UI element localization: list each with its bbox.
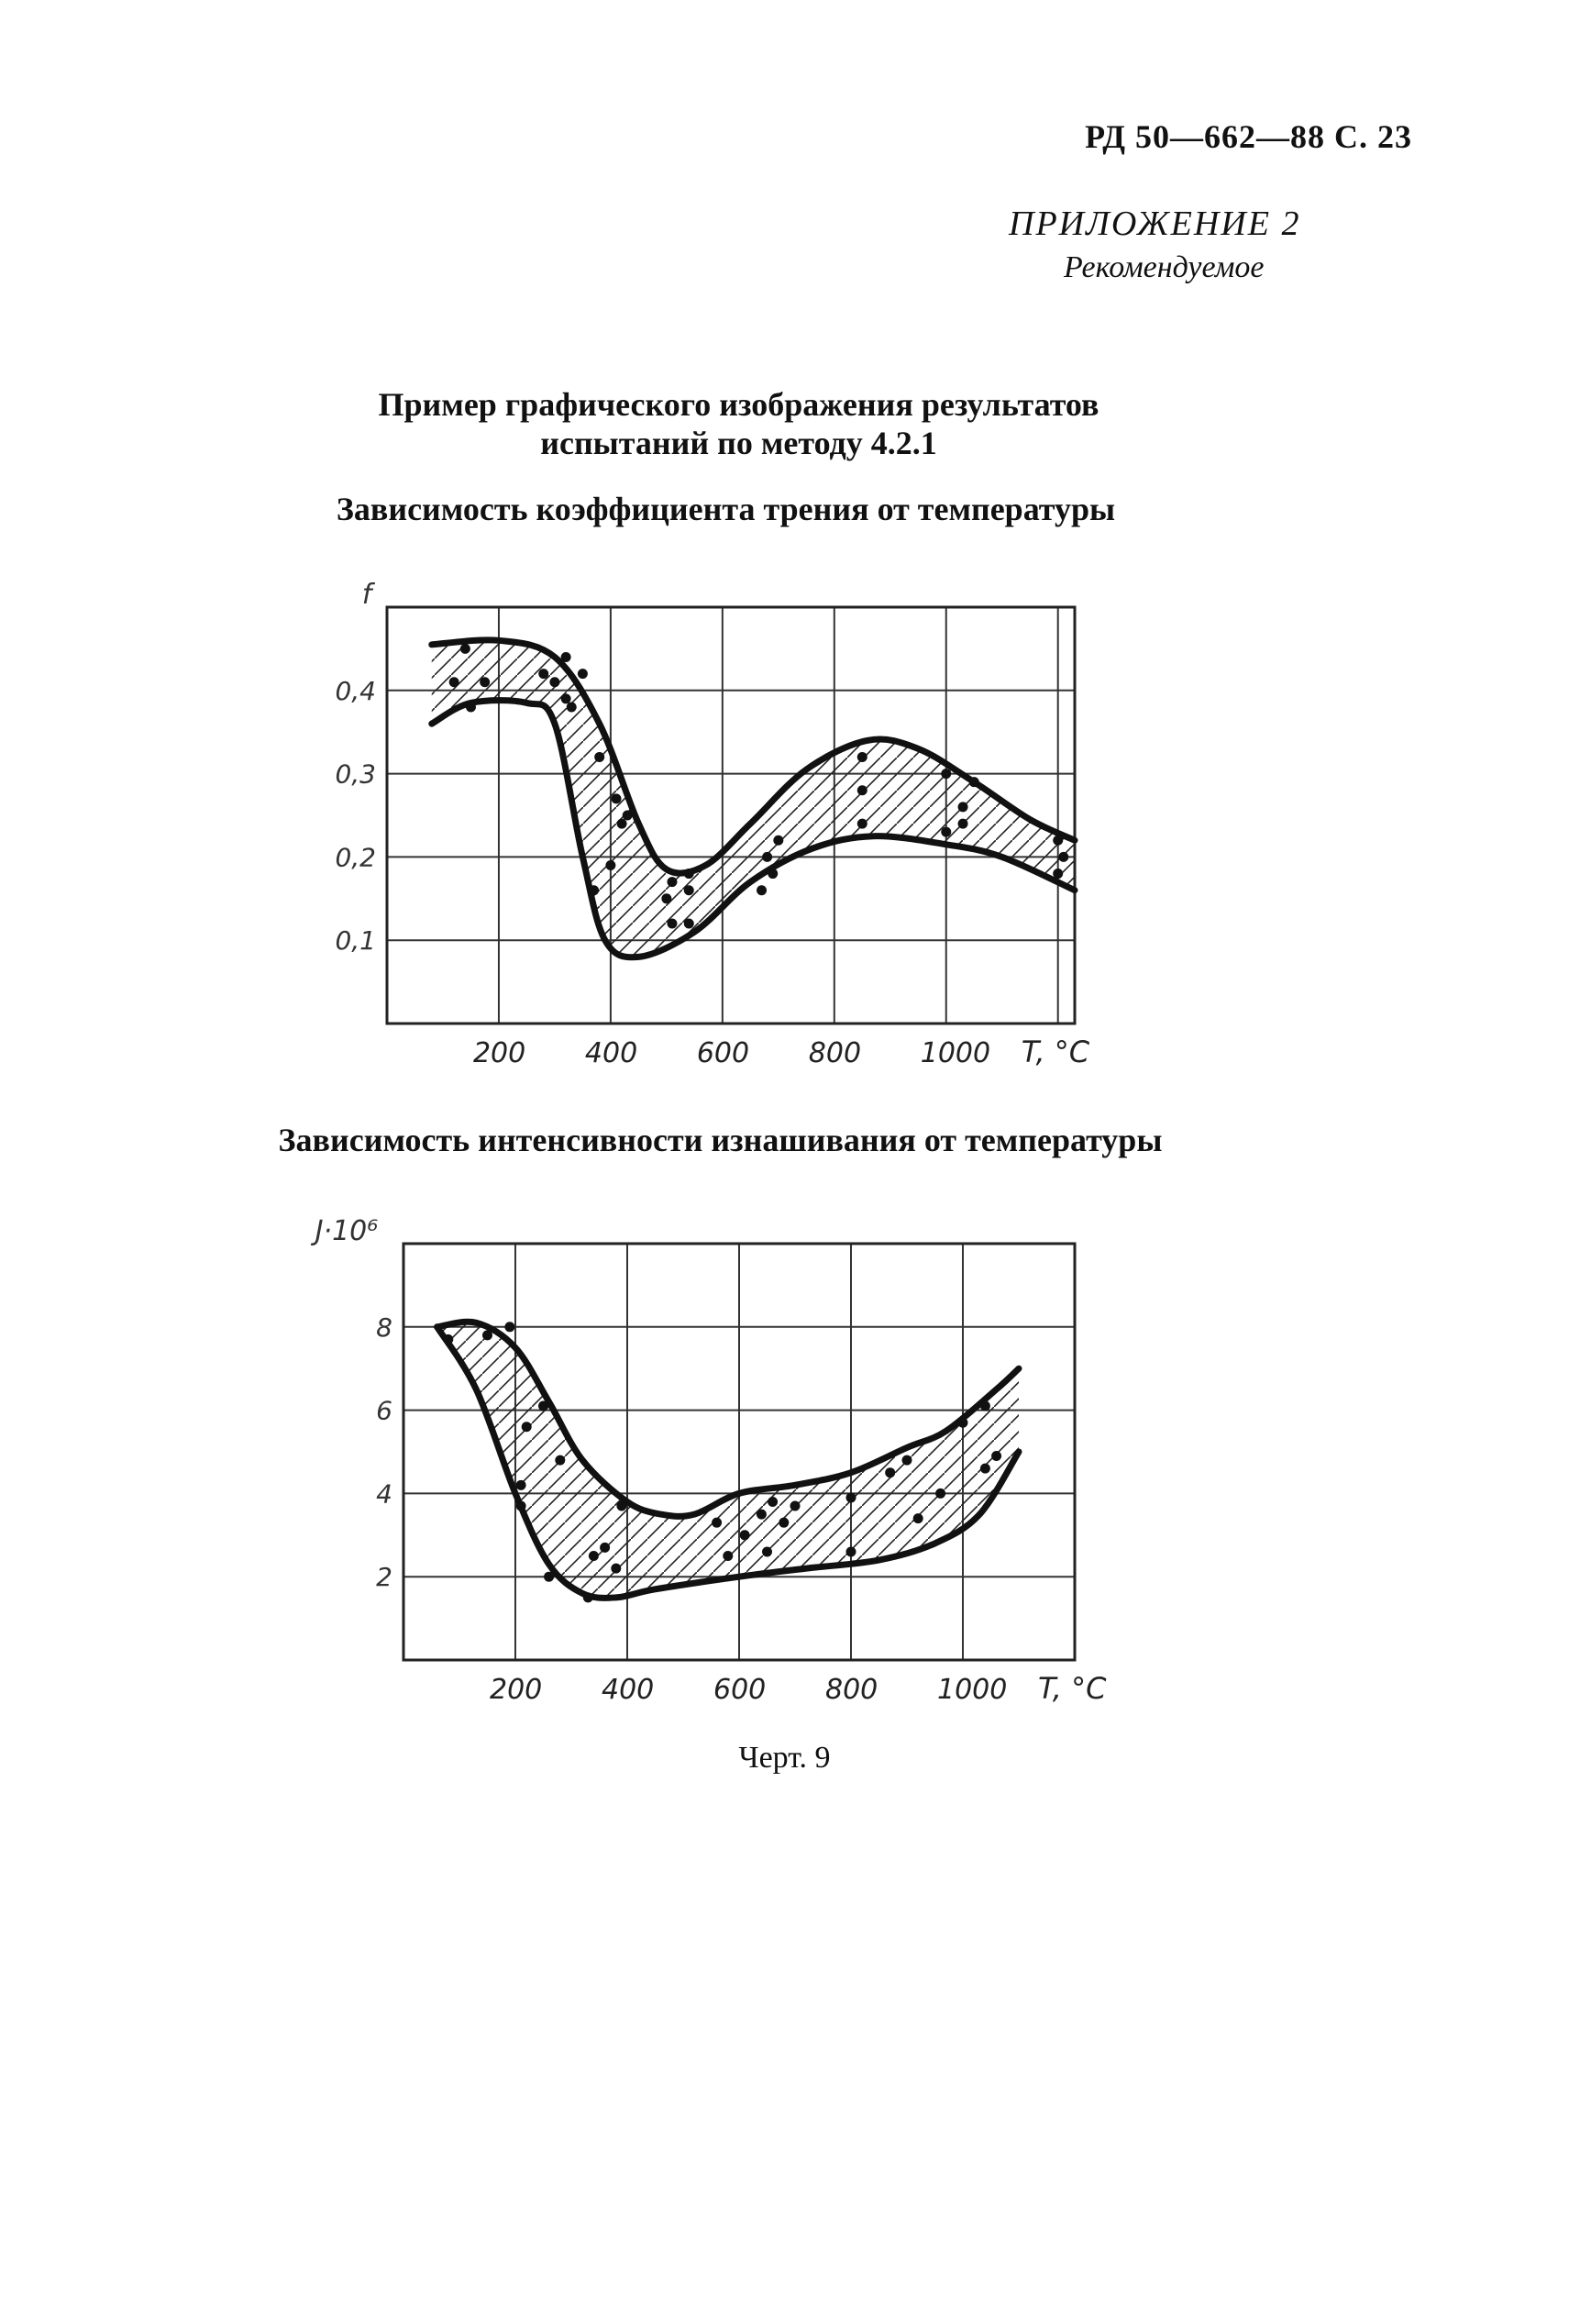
y-tick-label: 8 (376, 1311, 392, 1343)
x-tick-label: 200 (490, 1674, 543, 1706)
data-point (460, 644, 470, 654)
data-point (790, 1501, 801, 1511)
data-point (969, 777, 979, 787)
data-point (684, 885, 694, 895)
data-point (522, 1422, 532, 1432)
data-point (757, 1510, 767, 1520)
data-point (712, 1518, 722, 1528)
data-point (757, 885, 767, 895)
data-point (594, 752, 604, 762)
x-tick-label: 600 (696, 1037, 750, 1069)
data-point (857, 819, 867, 829)
data-point (555, 1455, 565, 1466)
data-point (1053, 836, 1063, 846)
data-point (589, 885, 599, 895)
data-point (991, 1451, 1001, 1461)
data-point (958, 819, 968, 829)
data-point (538, 1401, 548, 1411)
data-point (723, 1551, 733, 1561)
data-point (980, 1401, 990, 1411)
data-point (561, 652, 571, 662)
data-point (544, 1572, 554, 1582)
data-point (958, 1418, 968, 1428)
data-point (538, 669, 548, 679)
data-point (504, 1322, 514, 1332)
y-tick-label: 6 (376, 1395, 392, 1426)
wear-chart (284, 1192, 1110, 1724)
y-tick-label: 0,4 (335, 675, 376, 706)
data-point (958, 802, 968, 812)
data-point (762, 1546, 772, 1556)
data-point (612, 793, 622, 803)
data-point (583, 1592, 593, 1602)
x-tick-label: 800 (825, 1674, 878, 1706)
x-tick-label: 800 (808, 1037, 862, 1069)
data-point (443, 1334, 453, 1345)
figure-caption: Черт. 9 (738, 1741, 831, 1775)
chart2-title: Зависимость интенсивности изнашивания от температуры (278, 1122, 1163, 1158)
data-point (480, 677, 490, 687)
data-point (1053, 869, 1063, 879)
y-axis-label: J·10⁶ (315, 1215, 379, 1247)
x-tick-label: 1000 (920, 1037, 991, 1069)
y-tick-label: 2 (376, 1562, 392, 1593)
data-point (661, 893, 671, 903)
data-point (779, 1518, 789, 1528)
data-point (567, 702, 577, 712)
page-header-ref: РД 50—662—88 С. 23 (1085, 118, 1412, 155)
y-tick-label: 0,3 (335, 758, 376, 790)
y-axis-label: f (361, 579, 372, 611)
data-point (449, 677, 459, 687)
x-tick-label: 200 (472, 1037, 526, 1069)
data-point (616, 1501, 626, 1511)
data-point (1058, 852, 1068, 862)
hatched-band (432, 640, 1075, 957)
x-tick-label: 600 (713, 1674, 767, 1706)
appendix-status: Рекомендуемое (1064, 250, 1265, 284)
data-point (549, 677, 559, 687)
data-point (768, 869, 778, 879)
data-point (885, 1467, 895, 1477)
data-point (684, 919, 694, 929)
data-point (684, 869, 694, 879)
y-tick-label: 0,2 (335, 842, 376, 873)
data-point (980, 1464, 990, 1474)
y-tick-label: 4 (376, 1478, 392, 1510)
data-point (623, 811, 633, 821)
x-tick-label: 1000 (937, 1674, 1008, 1706)
data-point (740, 1530, 750, 1540)
data-point (600, 1543, 610, 1553)
data-point (773, 836, 783, 846)
data-point (902, 1455, 912, 1466)
data-point (913, 1513, 923, 1523)
data-point (667, 919, 677, 929)
data-point (768, 1497, 778, 1507)
friction-chart (303, 559, 1128, 1091)
main-title-line-1: Пример графического изображения результатов (378, 386, 1099, 423)
data-point (589, 1551, 599, 1561)
data-point (605, 860, 615, 870)
data-point (482, 1330, 492, 1340)
data-point (935, 1488, 945, 1499)
x-axis-label: T, °C (1021, 1035, 1090, 1069)
data-point (941, 769, 951, 779)
appendix-label: ПРИЛОЖЕНИЕ 2 (1009, 205, 1301, 243)
x-tick-label: 400 (584, 1037, 638, 1069)
data-point (516, 1501, 526, 1511)
data-point (762, 852, 772, 862)
data-point (617, 819, 627, 829)
data-point (578, 669, 588, 679)
main-title-line-2: испытаний по методу 4.2.1 (540, 425, 937, 461)
data-point (857, 785, 867, 795)
x-tick-label: 400 (602, 1674, 655, 1706)
data-point (561, 693, 571, 703)
y-tick-label: 0,1 (335, 925, 376, 957)
data-point (846, 1492, 856, 1502)
data-point (667, 877, 677, 887)
data-point (846, 1546, 856, 1556)
data-point (857, 752, 867, 762)
x-axis-label: T, °C (1038, 1671, 1107, 1706)
data-point (516, 1480, 526, 1490)
chart1-title: Зависимость коэффициента трения от температуры (336, 491, 1116, 527)
data-point (466, 702, 476, 712)
data-point (941, 827, 951, 837)
data-point (611, 1564, 621, 1574)
